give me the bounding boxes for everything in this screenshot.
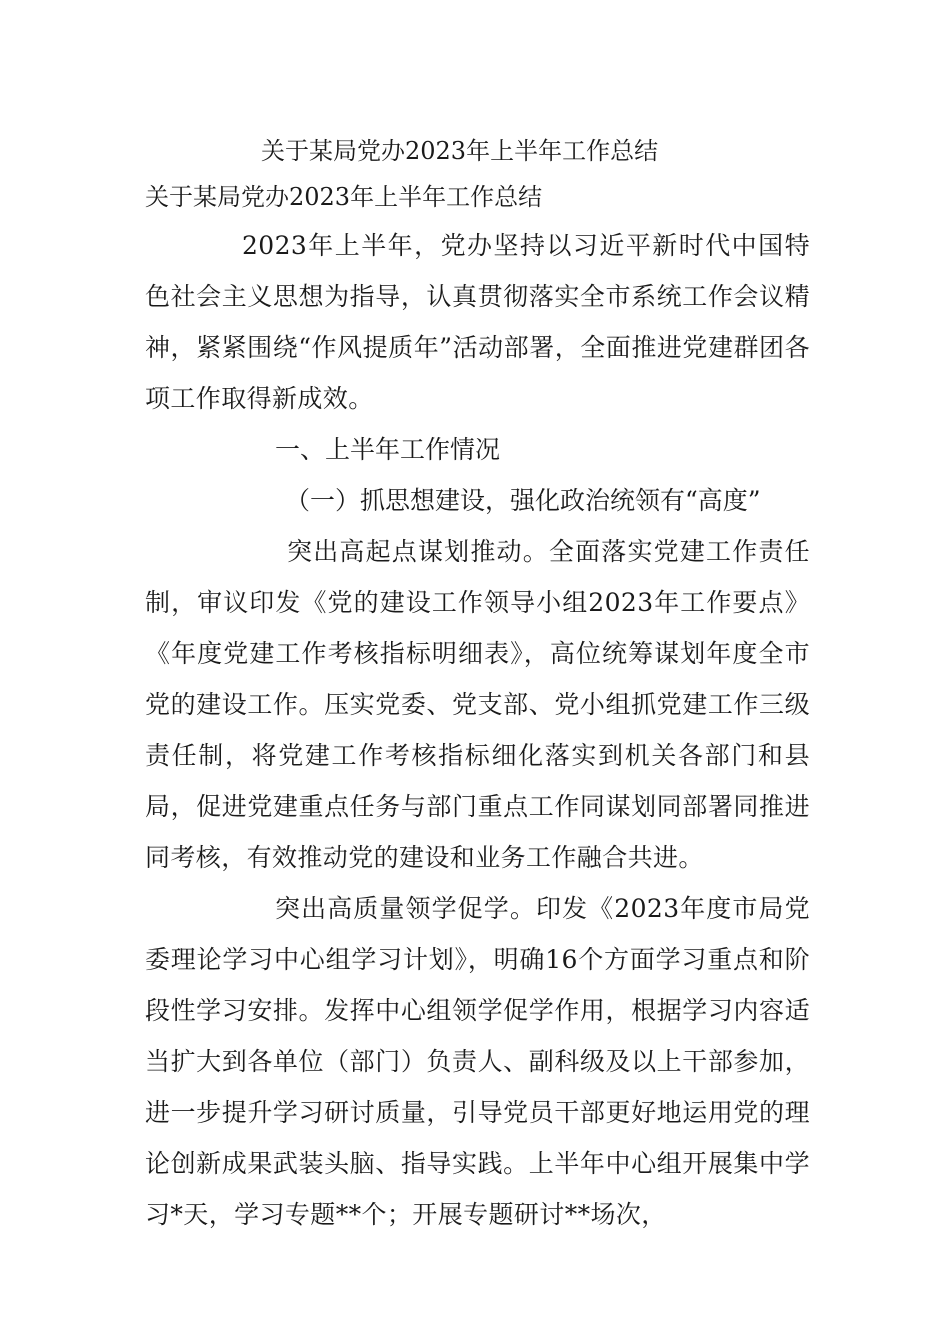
intro-paragraph: 2023年上半年，党办坚持以习近平新时代中国特色社会主义思想为指导，认真贯彻落实全市系统工作会议精神，紧紧围绕“作风提质年”活动部署，全面推进党建群团各项工作取得新成效。 bbox=[145, 231, 810, 413]
document-subtitle: 关于某局党办2023年上半年工作总结 bbox=[145, 183, 543, 211]
body-paragraph: 突出高质量领学促学。印发《2023年度市局党委理论学习中心组学习计划》，明确16个方面学习重点和阶段性学习安排。发挥中心组领学促学作用，根据学习内容适当扩大到各单位（部门）负责人、副科级及以上干部参加，进一步提升学习研讨质量，引导党员干部更好地运用党的理论创新成果武装头脑、指导实践。上半年中心组开展集中学习*天，学习专题**个；开展专题研讨**场次， bbox=[145, 894, 810, 1229]
document-page bbox=[145, 128, 810, 1240]
section-heading: 一、上半年工作情况 bbox=[275, 435, 501, 464]
document-title: 关于某局党办2023年上半年工作总结 bbox=[261, 137, 659, 165]
body-paragraph: 突出高起点谋划推动。全面落实党建工作责任制，审议印发《党的建设工作领导小组2023年工作要点》《年度党建工作考核指标明细表》，高位统筹谋划年度全市党的建设工作。压实党委、党支部、党小组抓党建工作三级责任制，将党建工作考核指标细化落实到机关各部门和县局，促进党建重点任务与部门重点工作同谋划同部署同推进同考核，有效推动党的建设和业务工作融合共进。 bbox=[145, 537, 810, 872]
subsection-heading: （一）抓思想建设，强化政治统领有“高度” bbox=[285, 486, 761, 515]
